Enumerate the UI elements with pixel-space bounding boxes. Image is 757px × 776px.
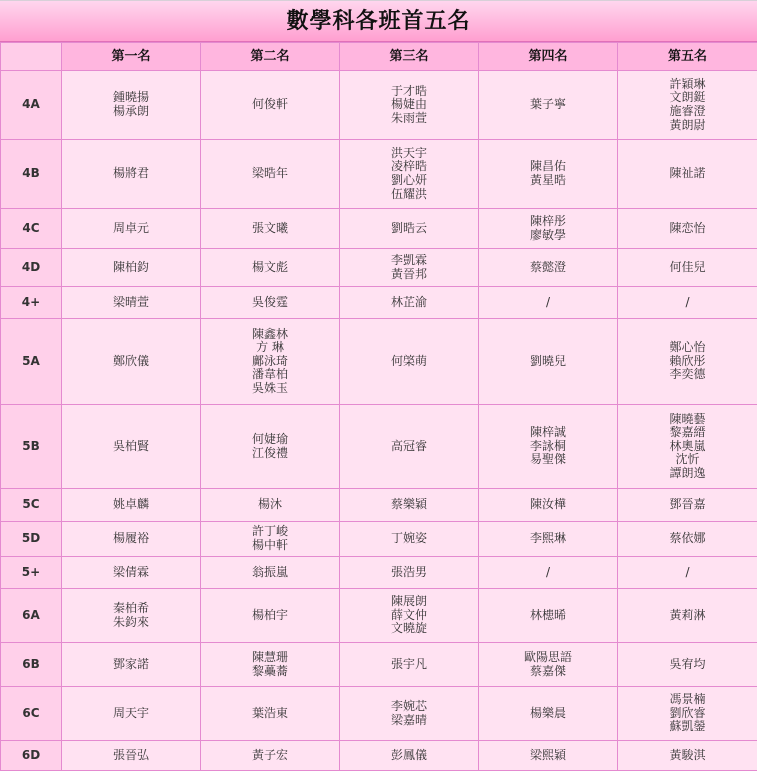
rank-cell <box>340 589 479 643</box>
class-label: 5B <box>1 405 62 489</box>
student-name: 伍耀洪 <box>390 186 427 201</box>
table-body <box>1 71 757 771</box>
rank-cell <box>340 249 479 287</box>
class-label: 5A <box>1 319 62 405</box>
header-rank-4: 第四名 <box>479 43 618 71</box>
rank-cell <box>201 209 340 249</box>
student-name: 江俊禮 <box>251 445 288 460</box>
table-row <box>1 643 757 687</box>
rank-cell <box>340 140 479 209</box>
student-name: 黃朗尉 <box>669 117 706 132</box>
ranking-table <box>0 42 757 771</box>
student-name: 翁振嵐 <box>251 564 288 579</box>
student-name: 梁晧年 <box>251 166 288 181</box>
class-label: 6C <box>1 687 62 741</box>
student-name: 黎嘉縉 <box>669 425 706 440</box>
rank-cell <box>62 287 201 319</box>
rank-cell <box>479 687 618 741</box>
student-name: 文曉旋 <box>390 621 427 636</box>
table-row <box>1 522 757 557</box>
rank-cell <box>479 319 618 405</box>
student-name: 楊履裕 <box>112 531 149 546</box>
student-name: 林芷渝 <box>390 294 427 309</box>
rank-cell <box>62 557 201 589</box>
rank-cell <box>618 489 757 522</box>
rank-cell <box>618 741 757 771</box>
student-name: 陳曉藝 <box>669 411 706 426</box>
rank-cell <box>201 741 340 771</box>
student-name: 何婕瑜 <box>251 431 288 446</box>
rank-cell <box>340 687 479 741</box>
rank-cell <box>618 287 757 319</box>
table-row <box>1 140 757 209</box>
student-name: 林槵晞 <box>529 607 566 622</box>
student-name: 洪天宇 <box>390 145 427 160</box>
rank-cell <box>340 319 479 405</box>
class-label: 4+ <box>1 287 62 319</box>
student-name: 陳展朗 <box>390 594 427 609</box>
student-name: 楊樂晨 <box>529 705 566 720</box>
student-name: 蔡依娜 <box>669 531 706 546</box>
student-name: 楊文彪 <box>251 259 288 274</box>
rank-cell <box>479 643 618 687</box>
student-name: 馮景楠 <box>669 692 706 707</box>
student-name: 秦柏希 <box>112 600 149 615</box>
student-name: 沈忻 <box>675 452 700 467</box>
student-name: 陳梓誠 <box>529 425 566 440</box>
rank-cell <box>201 140 340 209</box>
student-name: 李詠桐 <box>529 438 566 453</box>
class-label: 4B <box>1 140 62 209</box>
class-label: 5D <box>1 522 62 557</box>
student-name: 張晉弘 <box>112 747 149 762</box>
rank-cell <box>62 643 201 687</box>
student-name: 姚卓麟 <box>112 497 149 512</box>
student-name: / <box>685 294 690 309</box>
student-name: 陳鑫林 <box>251 326 288 341</box>
header-rank-2: 第二名 <box>201 43 340 71</box>
table-row <box>1 557 757 589</box>
student-name: 鄧晉嘉 <box>669 497 706 512</box>
student-name: 楊將君 <box>112 166 149 181</box>
rank-cell <box>618 140 757 209</box>
rank-cell <box>618 589 757 643</box>
student-name: 周卓元 <box>112 220 149 235</box>
student-name: 黃莉淋 <box>669 607 706 622</box>
rank-cell <box>618 249 757 287</box>
student-name: 黃子宏 <box>251 747 288 762</box>
rank-cell <box>479 405 618 489</box>
rank-cell <box>62 489 201 522</box>
student-name: 楊婕由 <box>390 97 427 112</box>
student-name: 黎蘽蕎 <box>251 663 288 678</box>
rank-cell <box>340 489 479 522</box>
rank-cell <box>62 741 201 771</box>
student-name: 朱雨萱 <box>390 110 427 125</box>
rank-cell <box>479 489 618 522</box>
student-name: 蔡嘉傑 <box>529 663 566 678</box>
student-name: 黃晉邦 <box>390 266 427 281</box>
student-name: 何佳兒 <box>669 259 706 274</box>
student-name: 李凱霖 <box>390 252 427 267</box>
student-name: 陳慧珊 <box>251 649 288 664</box>
rank-cell <box>618 687 757 741</box>
student-name: 彭鳳儀 <box>390 747 427 762</box>
student-name: 文朗鋌 <box>669 90 706 105</box>
student-name: / <box>685 564 690 579</box>
student-name: 廖敏學 <box>529 227 566 242</box>
rank-cell <box>479 557 618 589</box>
class-label: 5C <box>1 489 62 522</box>
rank-cell <box>62 522 201 557</box>
rank-cell <box>62 319 201 405</box>
student-name: 鄺泳琦 <box>251 353 288 368</box>
student-name: 吳柏賢 <box>112 438 149 453</box>
rank-cell <box>62 71 201 140</box>
rank-cell <box>618 71 757 140</box>
rank-cell <box>618 643 757 687</box>
student-name: 高冠睿 <box>390 438 427 453</box>
student-name: 潘韋柏 <box>251 367 288 382</box>
rank-cell <box>62 405 201 489</box>
rank-cell <box>479 71 618 140</box>
student-name: 李熙琳 <box>529 531 566 546</box>
student-name: 陳汝樺 <box>529 497 566 512</box>
student-name: 陳昌佑 <box>529 159 566 174</box>
student-name: 劉晧云 <box>390 220 427 235</box>
student-name: 賴欣彤 <box>669 353 706 368</box>
rank-cell <box>340 209 479 249</box>
student-name: 蔡懿澄 <box>529 259 566 274</box>
header-rank-1: 第一名 <box>62 43 201 71</box>
student-name: 鄭欣儀 <box>112 353 149 368</box>
rank-cell <box>62 209 201 249</box>
student-name: 朱鈞來 <box>112 614 149 629</box>
student-name: 施睿澄 <box>669 104 706 118</box>
student-name: 楊柏宇 <box>251 607 288 622</box>
table-row <box>1 687 757 741</box>
table-row <box>1 741 757 771</box>
rank-cell <box>479 249 618 287</box>
rank-cell <box>618 209 757 249</box>
rank-cell <box>479 209 618 249</box>
rank-cell <box>201 522 340 557</box>
rank-cell <box>201 405 340 489</box>
rank-cell <box>201 249 340 287</box>
table-row <box>1 319 757 405</box>
rank-cell <box>201 71 340 140</box>
student-name: 譚朗逸 <box>669 465 706 480</box>
class-label: 4A <box>1 71 62 140</box>
rank-cell <box>479 140 618 209</box>
student-name: 李奕德 <box>669 367 706 382</box>
rank-cell <box>340 522 479 557</box>
class-label: 6A <box>1 589 62 643</box>
student-name: 鍾曉揚 <box>112 90 149 105</box>
student-name: 鄭心怡 <box>669 340 706 355</box>
rank-cell <box>340 557 479 589</box>
student-name: 梁嘉晴 <box>390 712 427 727</box>
student-name: 黃星晧 <box>529 173 566 187</box>
student-name: 林奧嵐 <box>669 438 706 453</box>
class-label: 5+ <box>1 557 62 589</box>
student-name: 梁晴萱 <box>112 294 149 309</box>
student-name: 何俊軒 <box>251 97 288 112</box>
table-header <box>1 43 757 71</box>
page-title: 數學科各班首五名 <box>0 1 757 42</box>
rank-cell <box>340 741 479 771</box>
header-corner <box>1 43 62 71</box>
rank-cell <box>340 287 479 319</box>
rank-cell <box>201 589 340 643</box>
rank-cell <box>201 557 340 589</box>
student-name: 張文曦 <box>251 220 288 235</box>
student-name: / <box>545 564 551 579</box>
table-row <box>1 589 757 643</box>
student-name: 易聖傑 <box>529 452 566 467</box>
header-rank-3: 第三名 <box>340 43 479 71</box>
student-name: 于才晧 <box>390 83 427 98</box>
table-row <box>1 71 757 140</box>
student-name: 方 琳 <box>256 340 284 355</box>
student-name: 黃駿淇 <box>669 747 706 762</box>
student-name: 丁婉姿 <box>390 531 427 546</box>
student-name: 陳柏鈞 <box>112 259 149 274</box>
class-label: 6D <box>1 741 62 771</box>
table-row <box>1 249 757 287</box>
student-name: 蘇凱鎣 <box>669 719 706 734</box>
student-name: 蔡樂穎 <box>390 497 427 512</box>
student-name: 葉子寧 <box>529 97 566 112</box>
rank-cell <box>62 589 201 643</box>
table-row <box>1 209 757 249</box>
student-name: 歐陽思語 <box>523 649 572 664</box>
table-row <box>1 489 757 522</box>
rank-cell <box>479 522 618 557</box>
rank-cell <box>62 140 201 209</box>
class-label: 6B <box>1 643 62 687</box>
rank-cell <box>201 287 340 319</box>
rank-cell <box>618 557 757 589</box>
table-row <box>1 287 757 319</box>
class-label: 4D <box>1 249 62 287</box>
student-name: 陳梓彤 <box>529 213 566 228</box>
student-name: 楊承朗 <box>112 104 149 118</box>
rank-cell <box>340 643 479 687</box>
rank-cell <box>479 287 618 319</box>
student-name: 陳祉諾 <box>669 166 706 181</box>
student-name: 許穎琳 <box>669 76 706 91</box>
student-name: 吳宥均 <box>669 656 706 671</box>
rank-cell <box>340 71 479 140</box>
student-name: 張宇凡 <box>390 656 427 671</box>
rank-cell <box>340 405 479 489</box>
rank-cell <box>479 741 618 771</box>
rank-cell <box>201 489 340 522</box>
student-name: 李婉芯 <box>390 698 427 713</box>
rank-cell <box>618 522 757 557</box>
table-row <box>1 405 757 489</box>
rank-cell <box>201 319 340 405</box>
student-name: 楊中軒 <box>251 538 288 552</box>
student-name: 何棨萌 <box>390 353 427 368</box>
student-name: 梁熙穎 <box>529 747 566 762</box>
rank-cell <box>62 687 201 741</box>
student-name: 吳俊霆 <box>251 294 288 309</box>
rank-cell <box>618 319 757 405</box>
rank-cell <box>62 249 201 287</box>
student-name: 葉浩東 <box>251 705 288 720</box>
student-name: 許丁峻 <box>251 524 288 539</box>
rank-cell <box>618 405 757 489</box>
student-name: 周天宇 <box>112 705 149 720</box>
class-label: 4C <box>1 209 62 249</box>
student-name: 張浩男 <box>390 564 427 579</box>
student-name: 劉心妍 <box>390 173 427 187</box>
rank-cell <box>201 643 340 687</box>
student-name: 吳姝玉 <box>251 380 288 395</box>
student-name: 陳恋怡 <box>669 220 706 235</box>
rank-cell <box>479 589 618 643</box>
student-name: 劉欣睿 <box>669 705 706 720</box>
student-name: 鄧家諾 <box>112 656 149 671</box>
header-rank-5: 第五名 <box>618 43 757 71</box>
rank-cell <box>201 687 340 741</box>
student-name: 凌梓晧 <box>390 159 427 174</box>
student-name: 梁倩霖 <box>112 564 149 579</box>
header-row <box>1 43 757 71</box>
student-name: / <box>545 294 551 309</box>
student-name: 劉曉兒 <box>529 353 566 368</box>
student-name: 薛文仲 <box>390 607 427 622</box>
student-name: 楊沐 <box>257 497 282 512</box>
